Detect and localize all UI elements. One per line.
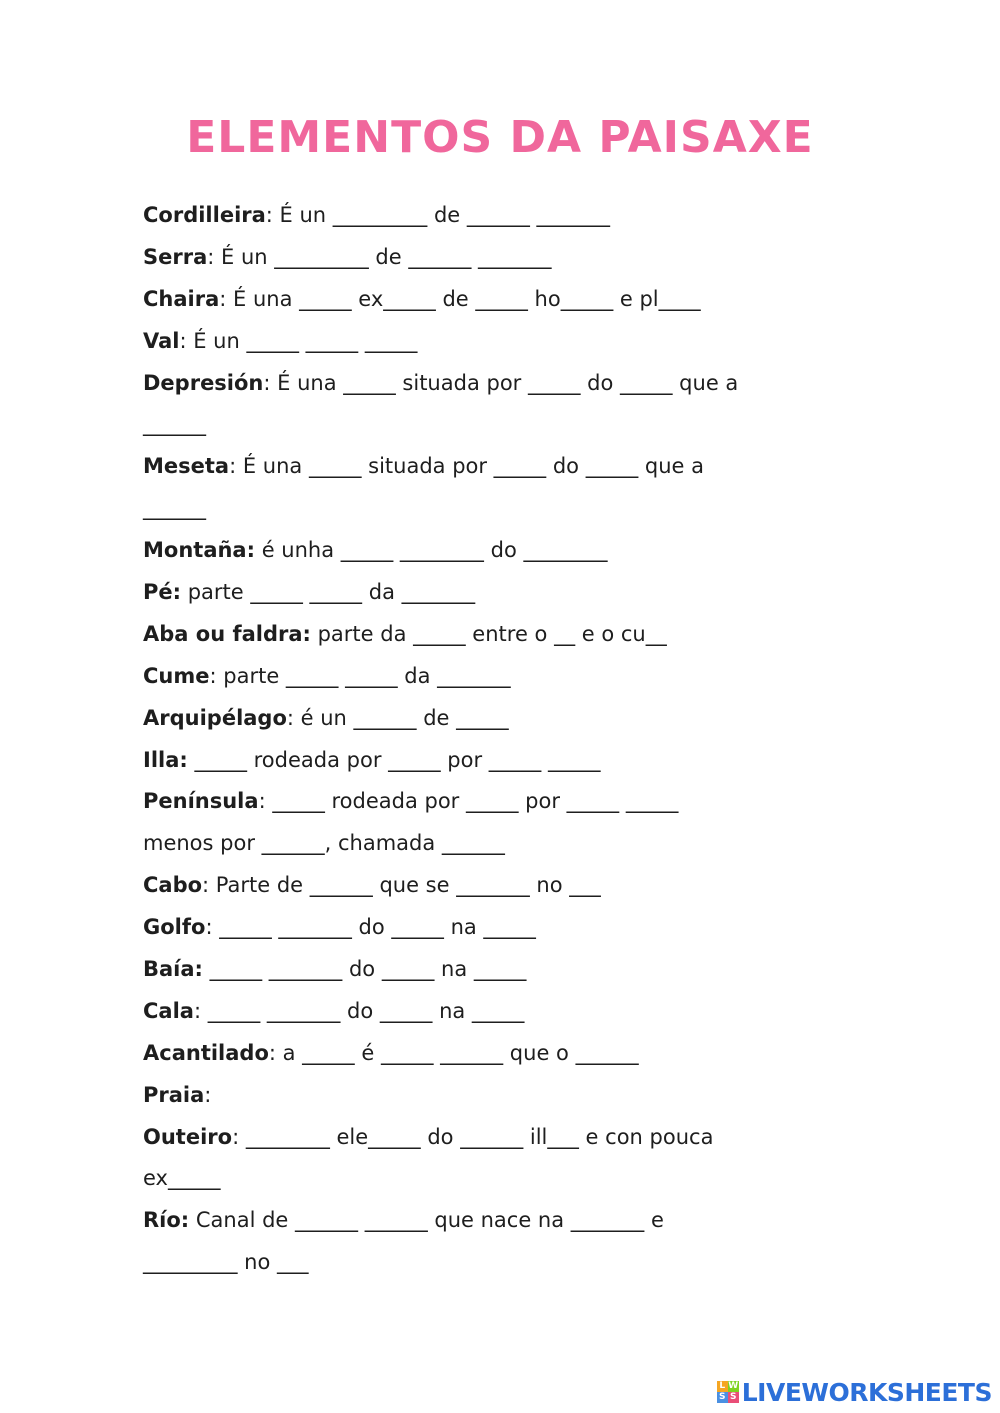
worksheet-line xyxy=(143,1242,873,1284)
definition-text: parte da _____ entre o __ e o cu__ xyxy=(310,621,667,646)
term-label: Meseta xyxy=(143,454,230,479)
liveworksheets-logo-icon xyxy=(717,1381,739,1403)
definition-text: ______ xyxy=(143,496,206,521)
worksheet-line xyxy=(143,1200,873,1242)
definition-text: é unha _____ ________ do ________ xyxy=(255,538,608,563)
term-label: Acantilado xyxy=(143,1040,269,1065)
worksheet-line xyxy=(143,363,873,405)
worksheet-line xyxy=(143,1075,873,1117)
worksheet-line xyxy=(143,781,873,823)
term-label: Península xyxy=(143,789,259,814)
term-label: Cordilleira xyxy=(143,203,266,227)
definition-text: : É un _________ de ______ _______ xyxy=(207,244,552,269)
term-label: Aba ou faldra: xyxy=(143,621,311,646)
worksheet-line xyxy=(143,698,873,740)
worksheet-line xyxy=(143,1117,873,1159)
worksheet-line xyxy=(143,991,873,1033)
definition-text: _____ _______ do _____ na _____ xyxy=(202,957,527,982)
term-label: Depresión xyxy=(143,370,264,395)
definition-text: : _____ rodeada por _____ por _____ _____ xyxy=(258,789,679,814)
definition-text: ______ xyxy=(143,412,206,437)
worksheet-line xyxy=(143,195,873,237)
term-label: Golfo xyxy=(143,915,206,940)
term-label: Pé: xyxy=(143,580,182,605)
worksheet-line xyxy=(143,1158,873,1200)
worksheet-line xyxy=(143,823,873,865)
page-title: ELEMENTOS DA PAISAXE xyxy=(186,112,814,163)
term-label: Chaira xyxy=(143,286,220,311)
definition-text: : a _____ é _____ ______ que o ______ xyxy=(268,1040,639,1065)
definition-text: : É una _____ situada por _____ do _____ que a xyxy=(263,370,739,395)
liveworksheets-logo-text: LIVEWORKSHEETS xyxy=(741,1377,992,1407)
definition-text: menos por ______, chamada ______ xyxy=(143,831,505,856)
term-label: Val xyxy=(143,328,180,353)
worksheet-line xyxy=(143,446,873,488)
worksheet-line xyxy=(143,949,873,991)
term-label: Praia xyxy=(143,1082,205,1107)
worksheet-line xyxy=(143,530,873,572)
worksheet-line xyxy=(143,321,873,363)
definition-text: : é un ______ de _____ xyxy=(286,705,509,730)
definition-text: : xyxy=(204,1082,212,1107)
logo-mark-square: L xyxy=(717,1381,728,1392)
definition-text: _____ rodeada por _____ por _____ _____ xyxy=(187,747,601,772)
worksheet-line xyxy=(143,1033,873,1075)
worksheet-line xyxy=(143,237,873,279)
worksheet-line xyxy=(143,614,873,656)
term-label: Outeiro xyxy=(143,1124,233,1149)
term-label: Arquipélago xyxy=(143,705,287,730)
term-label: Illa: xyxy=(143,747,188,772)
logo-mark-square: S xyxy=(717,1392,728,1403)
definition-text: : _____ _______ do _____ na _____ xyxy=(205,915,536,940)
definition-text: : parte _____ _____ da _______ xyxy=(209,663,511,688)
definition-text: _________ no ___ xyxy=(143,1250,309,1275)
definition-text: : ________ ele_____ do ______ ill___ e con pouca xyxy=(232,1124,714,1149)
worksheet-line xyxy=(143,740,873,782)
definition-text: : _____ _______ do _____ na _____ xyxy=(193,998,525,1023)
definition-text: : É una _____ ex_____ de _____ ho_____ e pl____ xyxy=(219,286,701,311)
term-label: Cabo xyxy=(143,873,203,898)
definition-text: Canal de ______ ______ que nace na _______ e xyxy=(189,1208,664,1233)
logo-mark-square: S xyxy=(728,1392,739,1403)
logo-mark-square: W xyxy=(728,1381,739,1391)
worksheet-line xyxy=(143,279,873,321)
liveworksheets-logo xyxy=(717,1377,992,1407)
worksheet-line xyxy=(143,404,873,446)
term-label: Cume xyxy=(143,663,210,688)
worksheet-line xyxy=(143,488,873,530)
term-label: Río: xyxy=(143,1208,190,1233)
term-label: Serra xyxy=(143,244,208,269)
definition-text: parte _____ _____ da _______ xyxy=(181,580,476,605)
worksheet-line xyxy=(143,572,873,614)
worksheet-line xyxy=(143,656,873,698)
term-label: Montaña: xyxy=(143,538,256,563)
term-label: Baía: xyxy=(143,957,203,982)
definition-text: : É una _____ situada por _____ do _____ que a xyxy=(229,454,704,479)
definition-text: : É un _________ de ______ _______ xyxy=(265,203,611,227)
worksheet-body xyxy=(143,195,873,1284)
definition-text: : É un _____ _____ _____ xyxy=(179,328,418,353)
definition-text: : Parte de ______ que se _______ no ___ xyxy=(202,873,601,898)
worksheet-line xyxy=(143,907,873,949)
definition-text: ex_____ xyxy=(143,1166,221,1191)
worksheet-line xyxy=(143,865,873,907)
term-label: Cala xyxy=(143,998,194,1023)
